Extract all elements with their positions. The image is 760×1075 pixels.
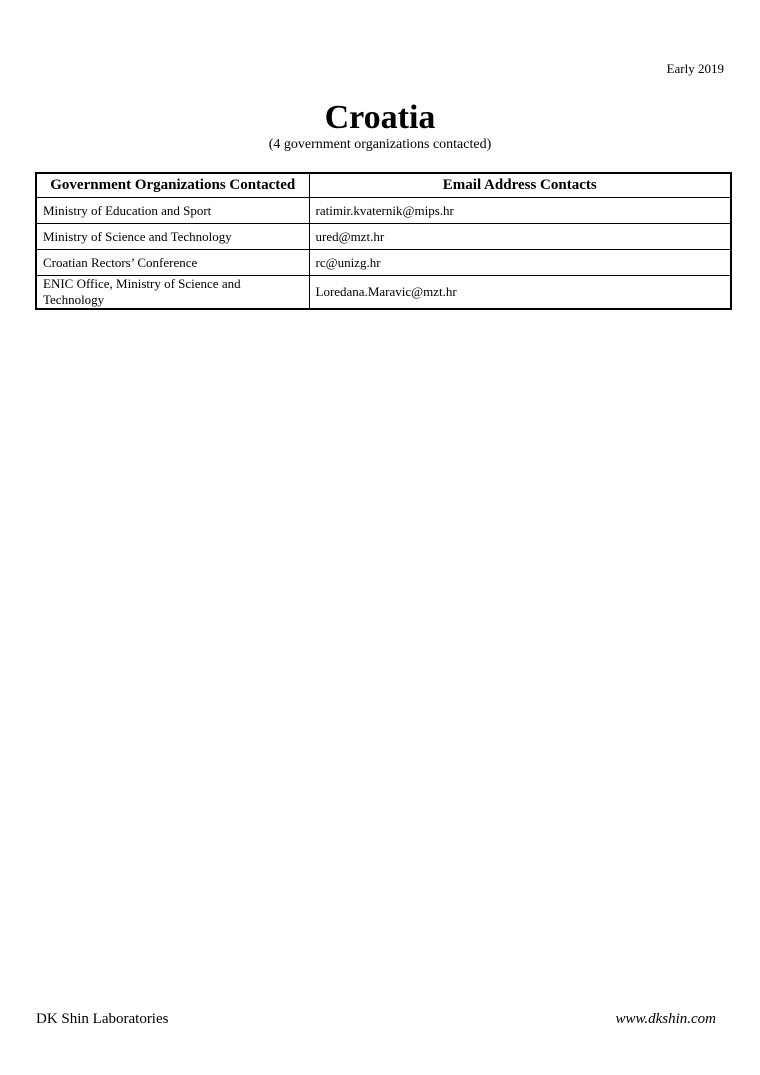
table-header-row — [36, 173, 731, 198]
footer-organization: DK Shin Laboratories — [36, 1011, 169, 1027]
table-row — [36, 276, 731, 310]
email-cell: rc@unizg.hr — [309, 250, 731, 276]
organization-cell: Ministry of Education and Sport — [36, 198, 309, 224]
page-title: Croatia — [324, 99, 436, 136]
table-row — [36, 224, 731, 250]
organization-cell: ENIC Office, Ministry of Science and Technology — [36, 276, 309, 310]
email-cell: ratimir.kvaternik@mips.hr — [309, 198, 731, 224]
organization-cell: Croatian Rectors’ Conference — [36, 250, 309, 276]
document-date: Early 2019 — [666, 61, 724, 76]
column-header-organizations: Government Organizations Contacted — [36, 173, 309, 198]
table-row — [36, 250, 731, 276]
table-row — [36, 198, 731, 224]
email-cell: ured@mzt.hr — [309, 224, 731, 250]
email-cell: Loredana.Maravic@mzt.hr — [309, 276, 731, 310]
footer-website: www.dkshin.com — [615, 1011, 716, 1027]
column-header-emails: Email Address Contacts — [309, 173, 731, 198]
organization-cell: Ministry of Science and Technology — [36, 224, 309, 250]
contacts-table — [35, 172, 732, 310]
page-subtitle: (4 government organizations contacted) — [268, 137, 492, 152]
